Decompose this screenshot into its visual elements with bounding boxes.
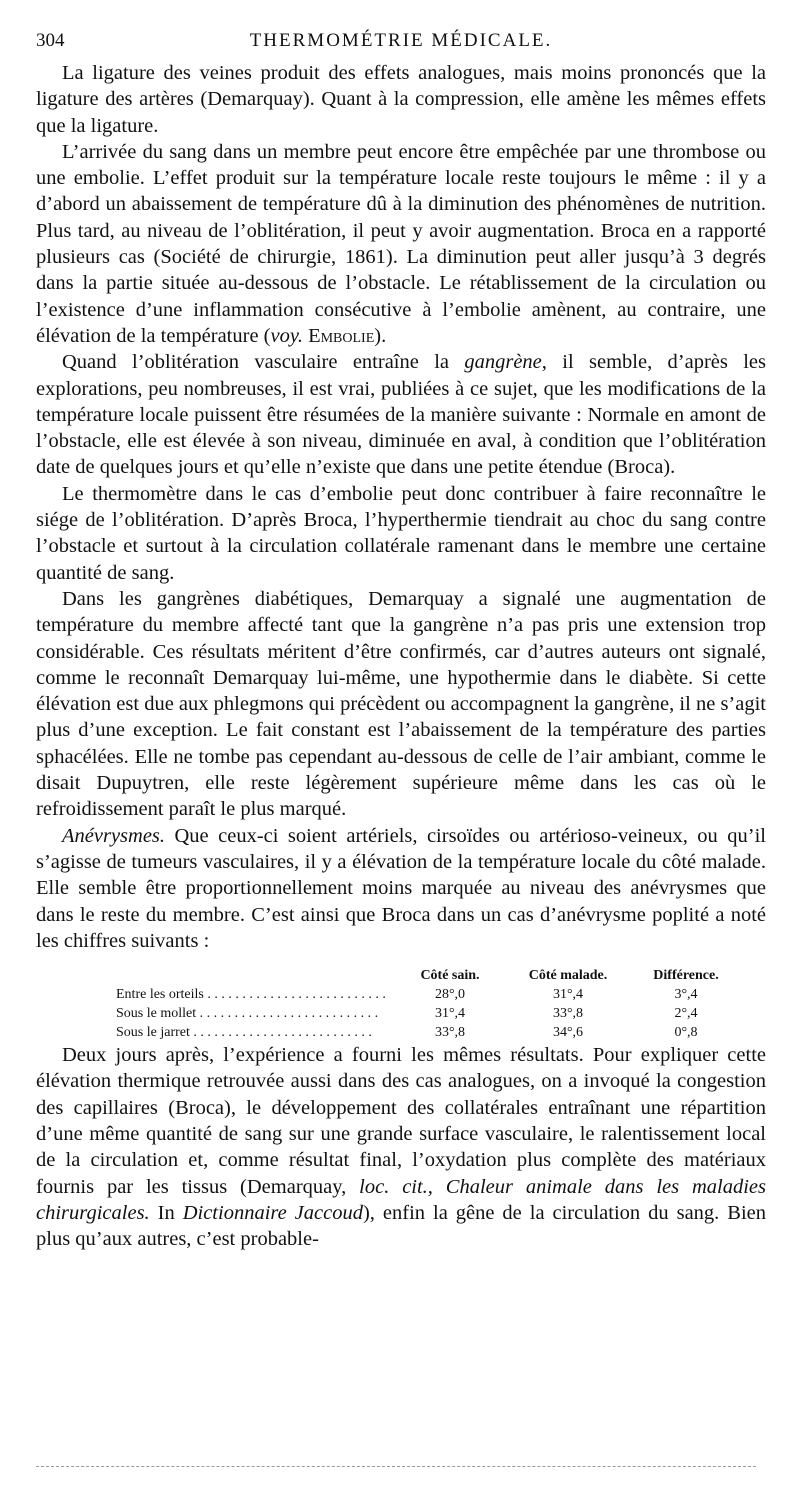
- row-label: Entre les orteils . . .: [116, 985, 391, 1004]
- row-label: Sous le jarret . . .: [116, 1023, 391, 1042]
- running-title: THERMOMÉTRIE MÉDICALE.: [249, 30, 553, 51]
- paragraph-6: Anévrysmes. Que ceux-ci soient artériels, cirsoïdes ou artérioso-veineux, ou qu’il s’agisse de tumeurs vasculaires, il y a élévation de la température locale du côté malade. Elle semble être proportionnellement moins marquée au niveau des anévrysmes que dans le reste du membre. C’est ainsi que Broca dans un cas d’anévrysme poplité a noté les chiffres suivants :: [36, 824, 766, 952]
- paragraph-3: Quand l’oblitération vasculaire entraîne la gangrène, il semble, d’après les explorations, peu nombreuses, il est vrai, publiées à ce sujet, que les modifications de la température locale puissent être résumées de la manière suivante : Normale en amont de l’obstacle, elle est élevée à son niveau, diminuée en aval, à condition que l’oblitération date de quelques jours et qu’elle n’existe que dans une petite étendue (Broca).: [36, 351, 766, 479]
- section-heading-anevrysmes: Anévrysmes.: [62, 824, 166, 847]
- cell-difference: 3°,4: [674, 987, 698, 1003]
- cell-malade: 33°,8: [552, 1006, 584, 1022]
- voy-abbrev: voy.: [270, 324, 303, 347]
- row-label: Sous le mollet . . .: [116, 1004, 391, 1023]
- column-header: Différence.: [653, 968, 719, 984]
- footer-rule: [36, 1466, 756, 1467]
- table-header-row: [116, 966, 746, 985]
- cell-sain: 28°,0: [434, 987, 466, 1003]
- paragraph-1: La ligature des veines produit des effets analogues, mais moins prononcés que la ligature des artères (Demarquay). Quant à la compression, elle amène les mêmes effets que la ligature.: [36, 62, 766, 137]
- cell-sain: 33°,8: [434, 1025, 466, 1041]
- cross-reference: Embolie: [308, 324, 375, 347]
- page-header: [36, 30, 766, 60]
- paragraph-2: L’arrivée du sang dans un membre peut encore être empêchée par une thrombose ou une embolie. L’effet produit sur la température locale reste toujours le même : il y a d’abord un abaissement de température dû à la diminution des phénomènes de nutrition. Plus tard, au niveau de l’oblitération, il peut y avoir augmentation. Broca en a rapporté plusieurs cas (Société de chirurgie, 1861). La diminution peut aller jusqu’à 3 degrés dans la partie située au-dessous de l’obstacle. Le rétablissement de la circulation ou l’existence d’une inflammation consécutive à l’embolie amènent, au contraire, une élévation de la température (voy. Embolie).: [36, 140, 766, 347]
- table-row: [116, 1004, 746, 1023]
- paragraph-4: Le thermomètre dans le cas d’embolie peut donc contribuer à faire reconnaître le siége de l’oblitération. D’après Broca, l’hyperthermie tiendrait au choc du sang contre l’obstacle et surtout à la circulation collatérale ramenant dans le membre une certaine quantité de sang.: [36, 482, 766, 584]
- term-gangrene: gangrène: [464, 351, 542, 374]
- citation-title: loc. cit., Chaleur animale dans les maladies chirurgicales.: [36, 1175, 767, 1224]
- temperature-table: [116, 966, 746, 1042]
- page-number: 304: [36, 30, 65, 51]
- cell-difference: 2°,4: [674, 1006, 698, 1022]
- document-page: [36, 30, 766, 1252]
- cell-difference: 0°,8: [674, 1025, 698, 1041]
- column-header: Côté sain.: [420, 968, 480, 984]
- cell-malade: 31°,4: [552, 987, 584, 1003]
- paragraph-5: Dans les gangrènes diabétiques, Demarquay a signalé une augmentation de température du membre affecté tant que la gangrène n’a pas pris une extension trop considérable. Ces résultats méritent d’être confirmés, car d’autres auteurs ont signalé, comme le reconnaît Demarquay lui-même, une hypothermie dans le diabète. Si cette élévation est due aux phlegmons qui précèdent ou accompagnent la gangrène, il ne s’agit plus d’une exception. Le fait constant est l’abaissement de la température des parties sphacélées. Elle ne tombe pas cependant au-dessous de celle de l’air ambiant, comme le disait Dupuytren, elle reste légèrement supérieure même dans les cas où le refroidissement paraît le plus marqué.: [36, 587, 766, 821]
- cell-malade: 34°,6: [552, 1025, 584, 1041]
- table-row: [116, 985, 746, 1004]
- column-header: Côté malade.: [528, 968, 608, 984]
- citation-dictionary: Dictionnaire Jaccoud: [182, 1201, 363, 1224]
- paragraph-7: Deux jours après, l’expérience a fourni les mêmes résultats. Pour expliquer cette élévation thermique retrouvée aussi dans des cas analogues, on a invoqué la congestion des capillaires (Broca), le développement des collatérales entraînant une répartition d’une même quantité de sang sur une grande surface vasculaire, le ralentissement local de la circulation et, comme résultat final, l’oxydation plus complète des matériaux fournis par les tissus (Demarquay, loc. cit., Chaleur animale dans les maladies chirurgicales. In Dictionnaire Jaccoud), enfin la gêne de la circulation du sang. Bien plus qu’aux autres, c’est probable-: [36, 1044, 767, 1251]
- table-row: [116, 1023, 746, 1042]
- cell-sain: 31°,4: [434, 1006, 466, 1022]
